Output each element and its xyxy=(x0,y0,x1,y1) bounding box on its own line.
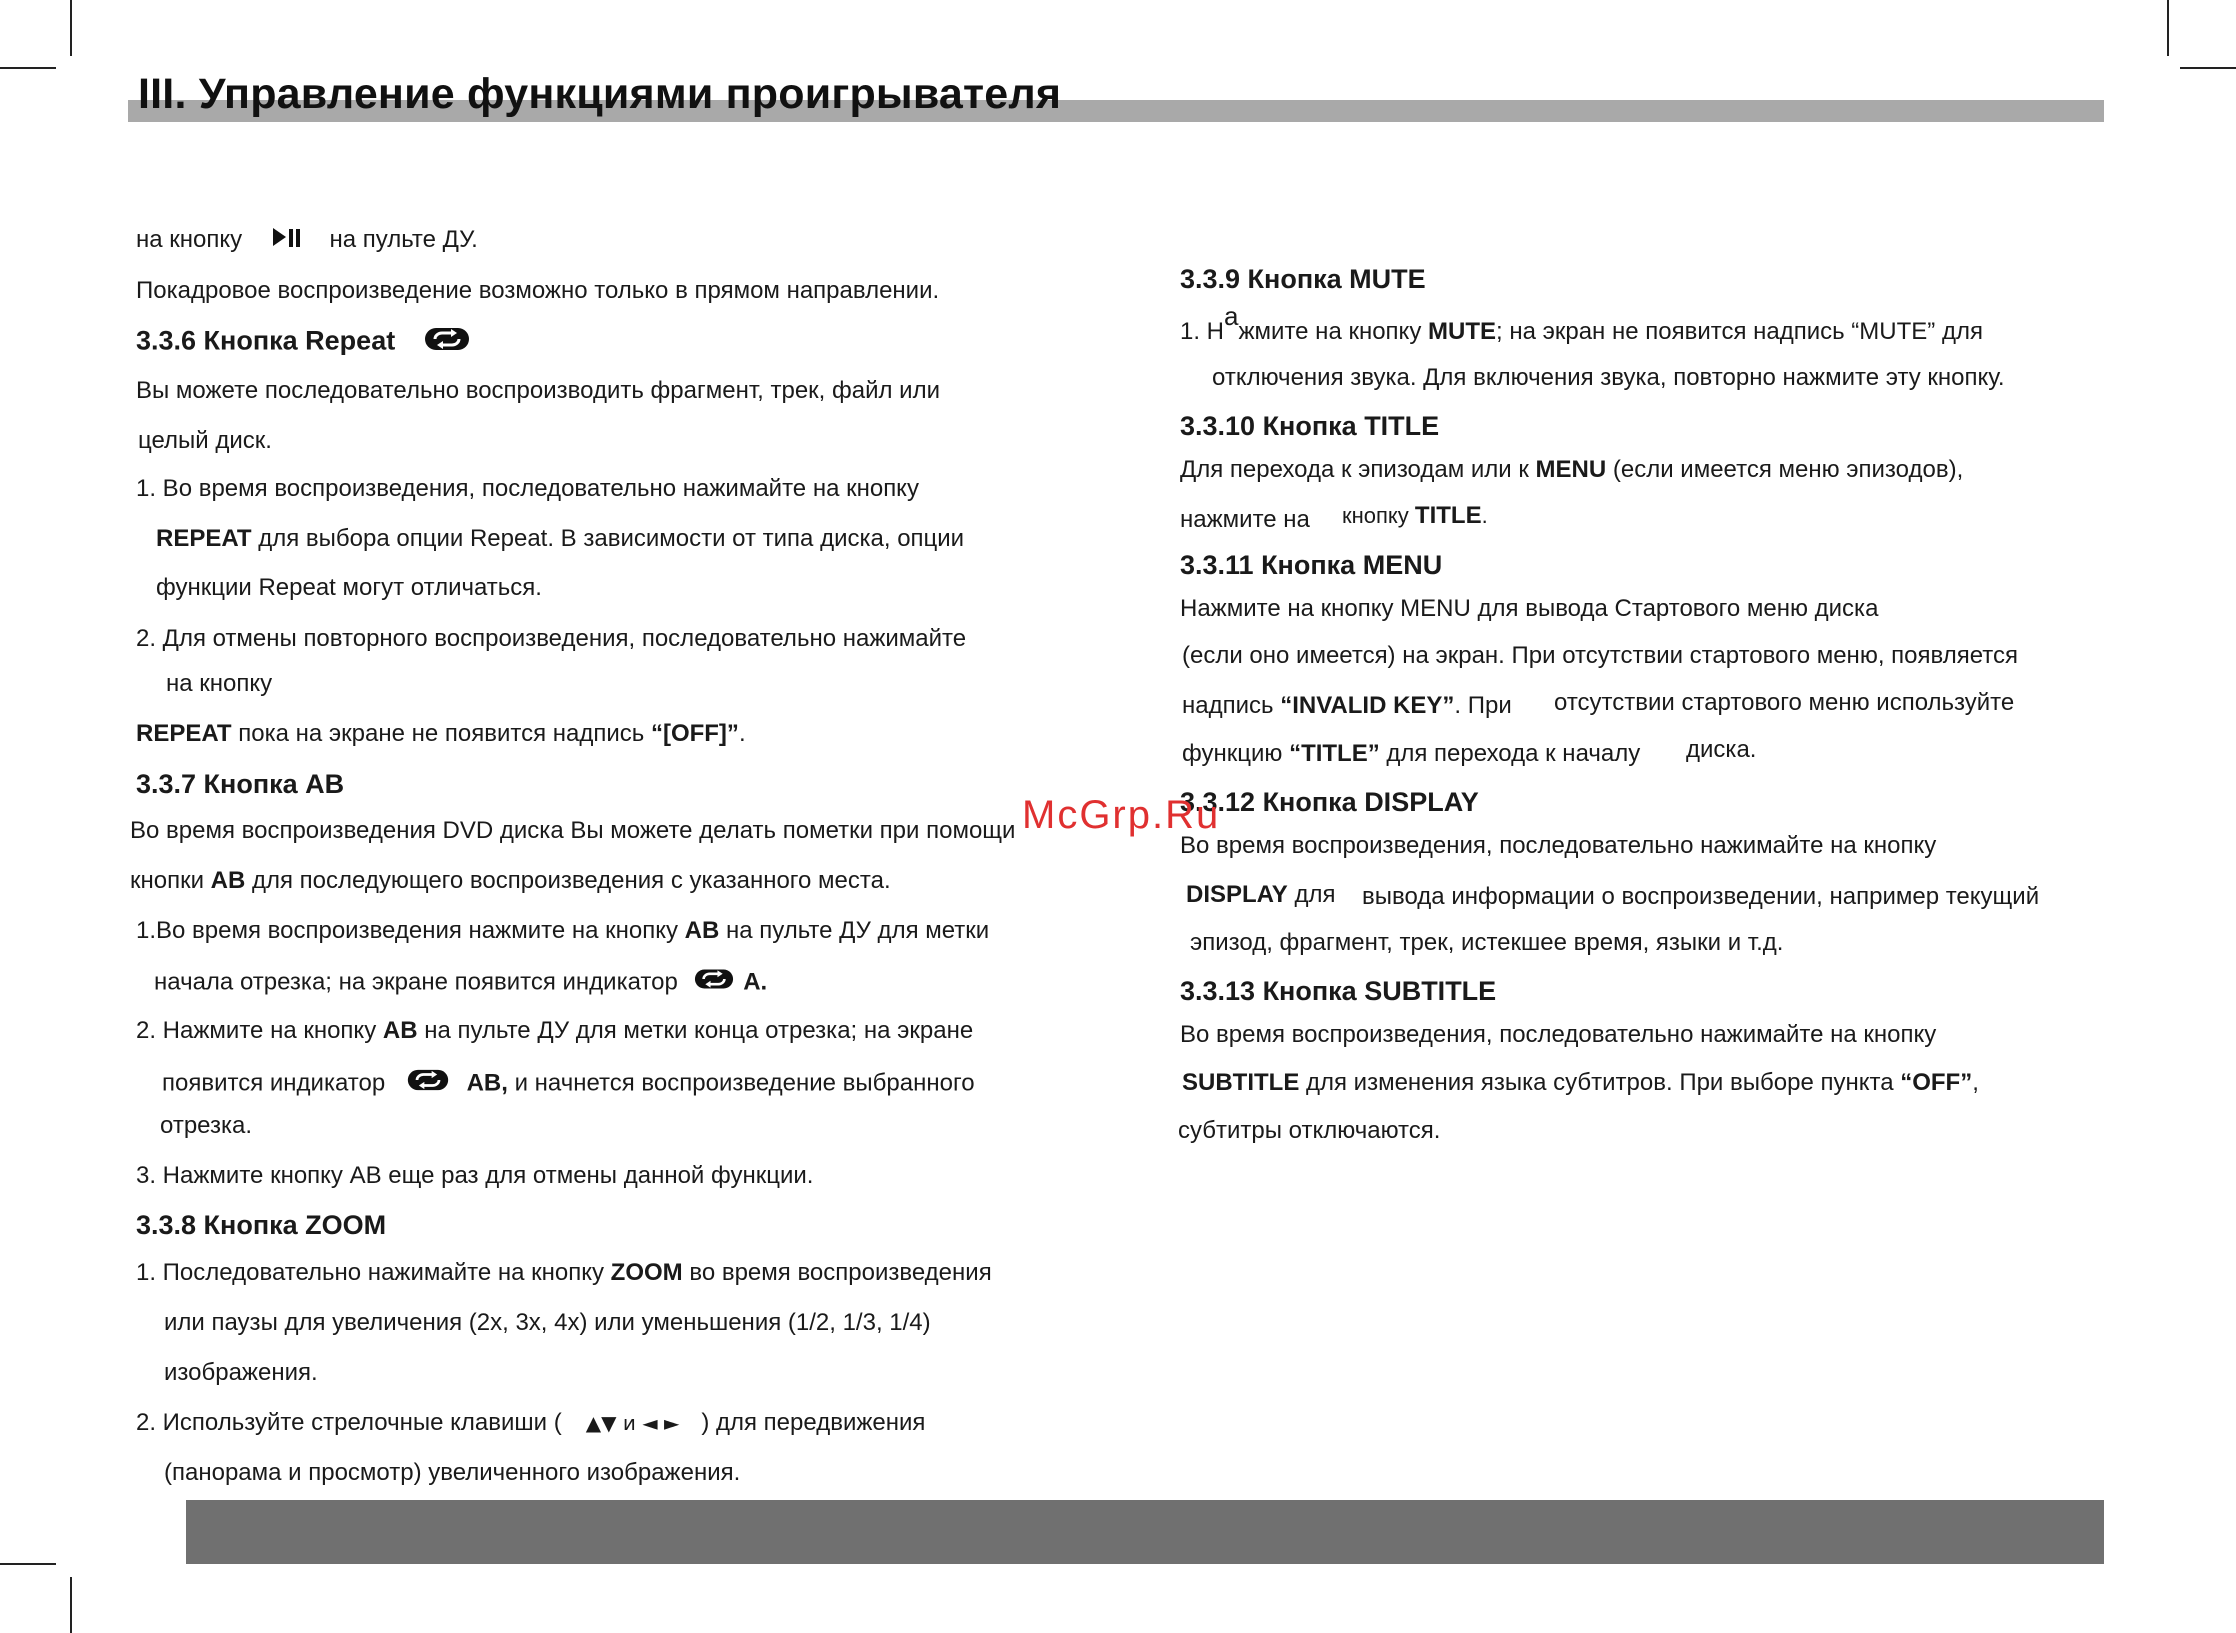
text-line: Вы можете последовательно воспроизводить фрагмент, трек, файл или xyxy=(136,377,940,404)
text-line: 1. Последовательно нажимайте на кнопку ZOOM во время воспроизведения xyxy=(136,1259,992,1286)
text-line: (если оно имеется) на экран. При отсутствии стартового меню, появляется xyxy=(1182,642,2018,669)
text-line: 2. Для отмены повторного воспроизведения, последовательно нажимайте xyxy=(136,625,967,652)
text-line: 1.Во время воспроизведения нажмите на кнопку AB на пульте ДУ для метки xyxy=(136,917,990,944)
section-heading: 3.3.11 Кнопка MENU xyxy=(1180,550,1443,580)
text-line: 3. Нажмите кнопку AB еще раз для отмены данной функции. xyxy=(136,1162,814,1189)
crop-mark xyxy=(0,67,56,69)
text-line: вывода информации о воспроизведении, например текущий xyxy=(1362,883,2040,910)
text-line: функцию “TITLE” для перехода к началу xyxy=(1182,740,1641,767)
text-line: изображения. xyxy=(164,1359,318,1386)
section-heading: 3.3.10 Кнопка TITLE xyxy=(1180,411,1440,441)
text-line: 1. Нажмите на кнопку MUTE; на экран не появится надпись “MUTE” для xyxy=(1180,301,1983,345)
footer-bar xyxy=(186,1500,2104,1564)
text-line: Во время воспроизведения, последовательно нажимайте на кнопку xyxy=(1180,832,1937,859)
text-line: кнопку TITLE. xyxy=(1342,502,1488,529)
text-line: появится индикатор AB, и начнется воспроизведение выбранного xyxy=(162,1066,975,1102)
text-line: 2. Используйте стрелочные клавиши ( ▲▼ и ◄ ► ) для передвижения xyxy=(136,1409,926,1436)
section-heading: 3.3.12 Кнопка DISPLAY xyxy=(1180,787,1479,817)
text-line: SUBTITLE для изменения языка субтитров. При выборе пункта “OFF”, xyxy=(1182,1069,1979,1096)
text-line: (панорама и просмотр) увеличенного изображения. xyxy=(164,1459,741,1486)
text-line: на кнопку на пульте ДУ. xyxy=(136,225,478,256)
text-line: Во время воспроизведения, последовательно нажимайте на кнопку xyxy=(1180,1021,1937,1048)
text-line: отключения звука. Для включения звука, повторно нажмите эту кнопку. xyxy=(1212,364,2005,391)
section-heading: 3.3.7 Кнопка AB xyxy=(136,769,345,799)
repeat-icon xyxy=(406,1066,450,1102)
section-heading: 3.3.9 Кнопка MUTE xyxy=(1180,264,1426,294)
text-line: функции Repeat могут отличаться. xyxy=(156,574,542,601)
crop-mark xyxy=(2180,67,2236,69)
text-line: REPEAT пока на экране не появится надпись “[OFF]”. xyxy=(136,720,746,747)
text-line: или паузы для увеличения (2x, 3x, 4x) или уменьшения (1/2, 1/3, 1/4) xyxy=(164,1309,931,1336)
play-pause-icon xyxy=(271,226,303,256)
text-line: Нажмите на кнопку MENU для вывода Стартового меню диска xyxy=(1180,595,1879,622)
crop-mark xyxy=(70,1577,72,1633)
text-line: Покадровое воспроизведение возможно только в прямом направлении. xyxy=(136,277,940,304)
text-line: на кнопку xyxy=(166,670,273,697)
crop-mark xyxy=(2167,0,2169,56)
repeat-icon xyxy=(423,324,471,361)
section-heading: 3.3.13 Кнопка SUBTITLE xyxy=(1180,976,1497,1006)
text-line: 1. Во время воспроизведения, последовательно нажимайте на кнопку xyxy=(136,475,919,502)
arrow-keys-icon: ▲▼ и ◄ ► xyxy=(585,1411,680,1435)
text-line: нажмите на xyxy=(1180,506,1310,533)
text-line: отсутствии стартового меню используйте xyxy=(1554,689,2015,716)
page-title: III. Управление функциями проигрывателя xyxy=(138,70,1062,118)
text-line: Во время воспроизведения DVD диска Вы можете делать пометки при помощи xyxy=(130,817,1016,844)
text-line: целый диск. xyxy=(138,427,272,454)
text-line: отрезка. xyxy=(160,1112,253,1139)
text-line: субтитры отключаются. xyxy=(1178,1117,1441,1144)
text-line: эпизод, фрагмент, трек, истекшее время, языки и т.д. xyxy=(1190,929,1784,956)
text-line: DISPLAY для xyxy=(1186,881,1336,908)
section-heading: 3.3.6 Кнопка Repeat xyxy=(136,324,471,361)
section-heading: 3.3.8 Кнопка ZOOM xyxy=(136,1210,387,1240)
text-line: REPEAT для выбора опции Repeat. В зависимости от типа диска, опции xyxy=(156,525,965,552)
text-line: диска. xyxy=(1686,736,1757,763)
text-line: Для перехода к эпизодам или к MENU (если имеется меню эпизодов), xyxy=(1180,456,1964,483)
text-line: начала отрезка; на экране появится индикатор A. xyxy=(154,966,767,1000)
crop-mark xyxy=(70,0,72,56)
text-line: кнопки AB для последующего воспроизведения с указанного места. xyxy=(130,867,891,894)
repeat-icon xyxy=(693,966,735,1000)
text-line: 2. Нажмите на кнопку AB на пульте ДУ для метки конца отрезка; на экране xyxy=(136,1017,974,1044)
watermark: McGrp.Ru xyxy=(1022,793,1221,837)
text-line: надпись “INVALID KEY”. При xyxy=(1182,692,1512,719)
crop-mark xyxy=(0,1563,56,1565)
